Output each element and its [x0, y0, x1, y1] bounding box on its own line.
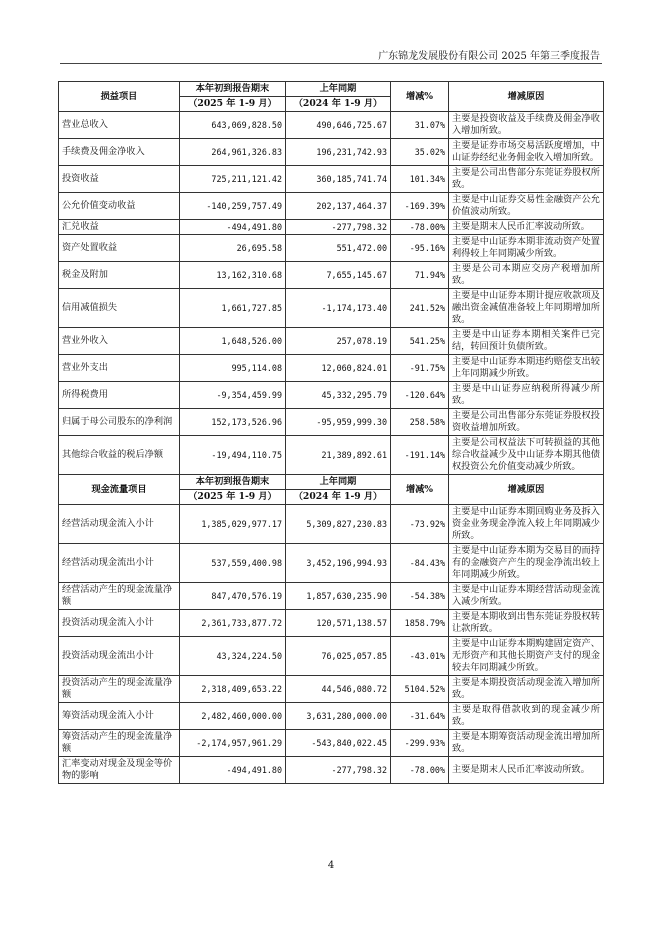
income-change-value: 101.34%	[391, 166, 449, 193]
cashflow-current-value: -494,491.80	[180, 757, 286, 784]
cashflow-item-name: 投资活动现金流出小计	[59, 637, 180, 676]
cashflow-row	[59, 757, 604, 784]
income-current-value: -19,494,110.75	[180, 436, 286, 475]
income-prior-period: （2024 年 1-9 月）	[286, 97, 391, 112]
income-prior-value: 45,332,295.79	[286, 382, 391, 409]
income-item-name: 营业外支出	[59, 355, 180, 382]
income-section	[59, 82, 604, 475]
cashflow-prior-value: 3,452,196,994.93	[286, 544, 391, 583]
cashflow-change-value: -73.92%	[391, 505, 449, 544]
income-row	[59, 289, 604, 328]
income-change-value: 541.25%	[391, 328, 449, 355]
cashflow-item-name: 经营活动现金流入小计	[59, 505, 180, 544]
cashflow-change-value: -54.38%	[391, 583, 449, 610]
cashflow-current-period: （2025 年 1-9 月）	[180, 490, 286, 505]
cashflow-row	[59, 637, 604, 676]
income-row	[59, 166, 604, 193]
income-reason-header: 增减原因	[449, 82, 604, 112]
cashflow-current-value: 537,559,400.98	[180, 544, 286, 583]
cashflow-row	[59, 583, 604, 610]
income-change-value: -120.64%	[391, 382, 449, 409]
income-header-row-1	[59, 82, 604, 97]
income-current-value: 264,961,326.83	[180, 139, 286, 166]
income-row	[59, 382, 604, 409]
cashflow-item-name: 经营活动现金流出小计	[59, 544, 180, 583]
cashflow-prior-value: 44,546,080.72	[286, 676, 391, 703]
cashflow-reason: 主要是本期收到出售东莞证券股权转让款所致。	[449, 610, 604, 637]
cashflow-section	[59, 475, 604, 784]
cashflow-reason: 主要是期末人民币汇率波动所致。	[449, 757, 604, 784]
income-current-value: -494,491.80	[180, 220, 286, 235]
income-reason: 主要是中山证券本期计提应收款项及融出资金减值准备较上年同期增加所致。	[449, 289, 604, 328]
cashflow-item-name: 筹资活动产生的现金流量净额	[59, 730, 180, 757]
income-current-value: 1,661,727.85	[180, 289, 286, 328]
income-change-value: -91.75%	[391, 355, 449, 382]
cashflow-reason: 主要是取得借款收到的现金减少所致。	[449, 703, 604, 730]
cashflow-item-name: 经营活动产生的现金流量净额	[59, 583, 180, 610]
income-item-name: 归属于母公司股东的净利润	[59, 409, 180, 436]
income-prior-value: 202,137,464.37	[286, 193, 391, 220]
income-current-period: （2025 年 1-9 月）	[180, 97, 286, 112]
cashflow-prior-period: （2024 年 1-9 月）	[286, 490, 391, 505]
cashflow-reason: 主要是中山证券本期为交易目的而持有的金融资产产生的现金净流出较上年同期减少所致。	[449, 544, 604, 583]
income-current-value: 152,173,526.96	[180, 409, 286, 436]
income-change-value: 71.94%	[391, 262, 449, 289]
income-row	[59, 328, 604, 355]
cashflow-item-name: 投资活动现金流入小计	[59, 610, 180, 637]
cashflow-change-value: -78.00%	[391, 757, 449, 784]
income-item-name: 手续费及佣金净收入	[59, 139, 180, 166]
cashflow-change-header: 增减%	[391, 475, 449, 505]
cashflow-reason: 主要是本期筹资活动现金流出增加所致。	[449, 730, 604, 757]
cashflow-current-value: 2,318,409,653.22	[180, 676, 286, 703]
report-header: 广东锦龙发展股份有限公司 2025 年第三季度报告	[378, 51, 600, 62]
income-change-value: 35.02%	[391, 139, 449, 166]
cashflow-current-value: 2,361,733,877.72	[180, 610, 286, 637]
cashflow-prior-header: 上年同期	[286, 475, 391, 490]
income-reason: 主要是公司权益法下可转损益的其他综合收益减少及中山证券本期其他债权投资公允价值变动减少所致。	[449, 436, 604, 475]
income-change-value: -169.39%	[391, 193, 449, 220]
income-prior-value: 490,646,725.67	[286, 112, 391, 139]
cashflow-current-header: 本年初到报告期末	[180, 475, 286, 490]
cashflow-current-value: 2,482,460,000.00	[180, 703, 286, 730]
income-prior-value: 551,472.00	[286, 235, 391, 262]
income-current-value: 725,211,121.42	[180, 166, 286, 193]
cashflow-header-row-1	[59, 475, 604, 490]
cashflow-item-header: 现金流量项目	[59, 475, 180, 505]
income-current-header: 本年初到报告期末	[180, 82, 286, 97]
income-item-name: 所得税费用	[59, 382, 180, 409]
income-reason: 主要是中山证券应纳税所得减少所致。	[449, 382, 604, 409]
cashflow-reason-header: 增减原因	[449, 475, 604, 505]
income-reason: 主要是中山证券本期相关案件已完结，转回预计负债所致。	[449, 328, 604, 355]
income-item-name: 信用减值损失	[59, 289, 180, 328]
income-item-name: 营业总收入	[59, 112, 180, 139]
income-row	[59, 112, 604, 139]
income-prior-header: 上年同期	[286, 82, 391, 97]
income-current-value: -9,354,459.99	[180, 382, 286, 409]
income-change-value: 31.07%	[391, 112, 449, 139]
cashflow-change-value: -43.01%	[391, 637, 449, 676]
income-reason: 主要是中山证券本期非流动资产处置利得较上年同期减少所致。	[449, 235, 604, 262]
income-prior-value: 7,655,145.67	[286, 262, 391, 289]
cashflow-current-value: 847,470,576.19	[180, 583, 286, 610]
financial-table	[58, 81, 604, 784]
income-prior-value: -95,959,999.30	[286, 409, 391, 436]
cashflow-row	[59, 730, 604, 757]
income-reason: 主要是公司出售部分东莞证券股权所致。	[449, 166, 604, 193]
header-rule	[60, 63, 602, 64]
income-row	[59, 409, 604, 436]
income-change-value: -78.00%	[391, 220, 449, 235]
income-current-value: -140,259,757.49	[180, 193, 286, 220]
income-row	[59, 193, 604, 220]
income-current-value: 643,069,828.50	[180, 112, 286, 139]
income-reason: 主要是中山证券交易性金融资产公允价值波动所致。	[449, 193, 604, 220]
cashflow-prior-value: 120,571,138.57	[286, 610, 391, 637]
income-current-value: 26,695.58	[180, 235, 286, 262]
income-current-value: 1,648,526.00	[180, 328, 286, 355]
income-row	[59, 235, 604, 262]
income-change-value: 241.52%	[391, 289, 449, 328]
income-change-header: 增减%	[391, 82, 449, 112]
cashflow-current-value: -2,174,957,961.29	[180, 730, 286, 757]
cashflow-prior-value: -277,798.32	[286, 757, 391, 784]
cashflow-row	[59, 610, 604, 637]
income-row	[59, 355, 604, 382]
cashflow-prior-value: 76,025,057.85	[286, 637, 391, 676]
cashflow-change-value: 1858.79%	[391, 610, 449, 637]
income-reason: 主要是投资收益及手续费及佣金净收入增加所致。	[449, 112, 604, 139]
income-item-name: 营业外收入	[59, 328, 180, 355]
income-item-name: 资产处置收益	[59, 235, 180, 262]
income-prior-value: -277,798.32	[286, 220, 391, 235]
income-prior-value: 360,185,741.74	[286, 166, 391, 193]
cashflow-reason: 主要是本期投资活动现金流入增加所致。	[449, 676, 604, 703]
income-reason: 主要是证券市场交易活跃度增加，中山证券经纪业务佣金收入增加所致。	[449, 139, 604, 166]
cashflow-change-value: 5104.52%	[391, 676, 449, 703]
income-reason: 主要是期末人民币汇率波动所致。	[449, 220, 604, 235]
income-item-name: 税金及附加	[59, 262, 180, 289]
cashflow-prior-value: -543,840,022.45	[286, 730, 391, 757]
income-item-name: 公允价值变动收益	[59, 193, 180, 220]
cashflow-reason: 主要是中山证券本期回购业务及拆入资金业务现金净流入较上年同期减少所致。	[449, 505, 604, 544]
cashflow-change-value: -299.93%	[391, 730, 449, 757]
cashflow-current-value: 1,385,029,977.17	[180, 505, 286, 544]
cashflow-item-name: 投资活动产生的现金流量净额	[59, 676, 180, 703]
income-prior-value: 21,389,892.61	[286, 436, 391, 475]
income-item-name: 投资收益	[59, 166, 180, 193]
income-reason: 主要是公司出售部分东莞证券股权投资收益增加所致。	[449, 409, 604, 436]
cashflow-row	[59, 544, 604, 583]
cashflow-prior-value: 1,857,630,235.90	[286, 583, 391, 610]
cashflow-prior-value: 5,309,827,230.83	[286, 505, 391, 544]
cashflow-row	[59, 676, 604, 703]
income-reason: 主要是中山证券本期违约赔偿支出较上年同期减少所致。	[449, 355, 604, 382]
income-item-name: 汇兑收益	[59, 220, 180, 235]
income-change-value: -191.14%	[391, 436, 449, 475]
cashflow-prior-value: 3,631,280,000.00	[286, 703, 391, 730]
income-row	[59, 436, 604, 475]
cashflow-item-name: 汇率变动对现金及现金等价物的影响	[59, 757, 180, 784]
cashflow-reason: 主要是中山证券本期购建固定资产、无形资产和其他长期资产支付的现金较去年同期减少所致。	[449, 637, 604, 676]
income-row	[59, 139, 604, 166]
income-prior-value: 257,078.19	[286, 328, 391, 355]
income-prior-value: -1,174,173.40	[286, 289, 391, 328]
income-item-header: 损益项目	[59, 82, 180, 112]
income-current-value: 13,162,310.68	[180, 262, 286, 289]
income-row	[59, 262, 604, 289]
cashflow-row	[59, 703, 604, 730]
income-current-value: 995,114.08	[180, 355, 286, 382]
cashflow-reason: 主要是中山证券本期经营活动现金流入减少所致。	[449, 583, 604, 610]
income-prior-value: 196,231,742.93	[286, 139, 391, 166]
income-row	[59, 220, 604, 235]
income-reason: 主要是公司本期应交房产税增加所致。	[449, 262, 604, 289]
page-number: 4	[327, 860, 335, 871]
income-change-value: 258.58%	[391, 409, 449, 436]
income-change-value: -95.16%	[391, 235, 449, 262]
cashflow-row	[59, 505, 604, 544]
cashflow-current-value: 43,324,224.50	[180, 637, 286, 676]
cashflow-change-value: -84.43%	[391, 544, 449, 583]
income-prior-value: 12,060,824.01	[286, 355, 391, 382]
income-item-name: 其他综合收益的税后净额	[59, 436, 180, 475]
cashflow-change-value: -31.64%	[391, 703, 449, 730]
cashflow-item-name: 筹资活动现金流入小计	[59, 703, 180, 730]
